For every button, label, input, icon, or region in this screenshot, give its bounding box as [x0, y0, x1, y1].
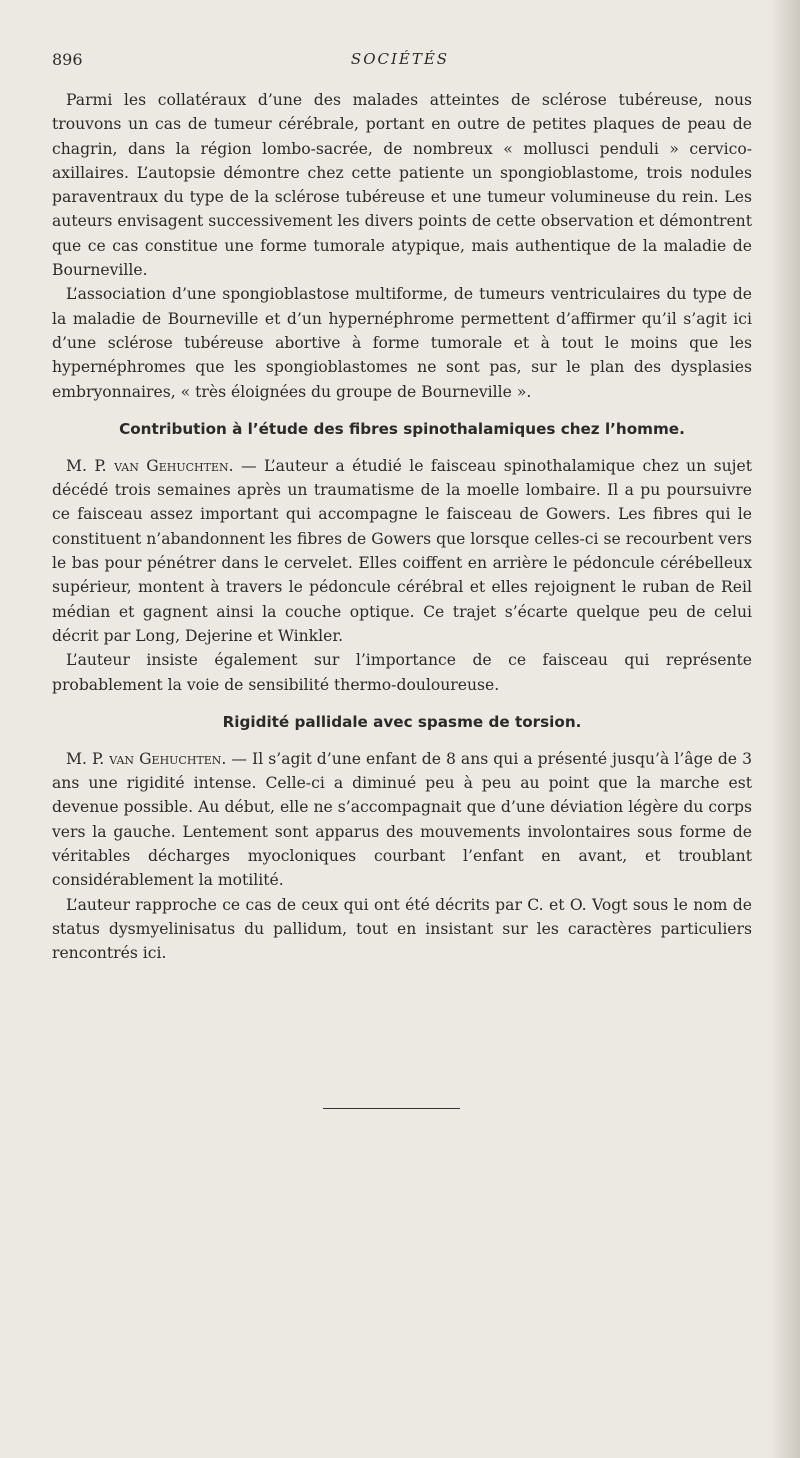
paragraph-sensibilite: L’auteur insiste également sur l’importance de ce faisceau qui représente probablement la voie de sensibilité thermo-douloureuse. [52, 651, 752, 694]
end-rule [323, 1108, 460, 1109]
paragraph-text: — L’auteur a étudié le faisceau spinothalamique chez un sujet décédé trois semaines après un traumatisme de la moelle lombaire. Il a pu poursuivre ce faisceau assez important qui accompagne le faisceau de Gowers. Les fibres qui le constituent n’abandonnent les fibres de Gowers que lorsque celles-ci se recourbent vers le bas pour pénétrer dans le cervelet. Elles coiffent en arrière le pédoncule cérébelleux supérieur, montent à travers le pédoncule cérébral et elles rejoignent le ruban de Reil médian et gagnent ainsi la couche optique. Ce trajet s’écarte quelque peu de celui décrit par Long, Dejerine et Winkler. [52, 456, 752, 645]
page-header [52, 50, 748, 74]
paragraph-spinothalamique-study [52, 454, 752, 648]
paragraph-rigidite-case [52, 747, 752, 893]
paragraph-text: — Il s’agit d’une enfant de 8 ans qui a présenté jusqu’à l’âge de 3 ans une rigidité intense. Celle-ci a diminué peu à peu au point que la marche est devenue possible. Au début, elle ne s’accompagnait que d’une déviation légère du corps vers la gauche. Lentement sont apparus des mouvements involontaires sous forme de véritables décharges myocloniques courbant l’enfant en avant, et troublant considérablement la motilité. [52, 749, 752, 890]
page-edge-shadow [770, 0, 800, 1458]
paragraph-vogt: L’auteur rapproche ce cas de ceux qui ont été décrits par C. et O. Vogt sous le nom de status dysmyelinisatus du pallidum, tout en insistant sur les caractères particuliers rencontrés ici. [52, 895, 752, 963]
running-title: SOCIÉTÉS [350, 50, 450, 68]
author-name: M. P. van Gehuchten. [66, 749, 227, 768]
page-number: 896 [52, 50, 83, 69]
section-title-spinothalamiques: Contribution à l’étude des fibres spinothalamiques chez l’homme. [119, 419, 685, 438]
article-body [52, 88, 752, 966]
author-name: M. P. van Gehuchten. [66, 456, 234, 475]
paragraph-association: L’association d’une spongioblastose multiforme, de tumeurs ventriculaires du type de la maladie de Bourneville et d’un hypernéphrome permettent d’affirmer qu’il s’agit ici d’une sclérose tubéreuse abortive à forme tumorale et à tout le moins que les hypernéphromes que les spongioblastomes ne sont pas, sur le plan des dysplasies embryonnaires, « très éloignées du groupe de Bourneville ». [52, 285, 752, 401]
section-title-rigidite: Rigidité pallidale avec spasme de torsion. [222, 712, 582, 731]
paragraph-collateraux: Parmi les collatéraux d’une des malades atteintes de sclérose tubéreuse, nous trouvons un cas de tumeur cérébrale, portant en outre de petites plaques de peau de chagrin, dans la région lombo-sacrée, de nombreux « mollusci penduli » cervico-axillaires. L’autopsie démontre chez cette patiente un spongioblastome, trois nodules paraventraux du type de la sclérose tubéreuse et une tumeur volumineuse du rein. Les auteurs envisagent successivement les divers points de cette observation et démontrent que ce cas constitue une forme tumorale atypique, mais authentique de la maladie de Bourneville. [52, 91, 752, 280]
